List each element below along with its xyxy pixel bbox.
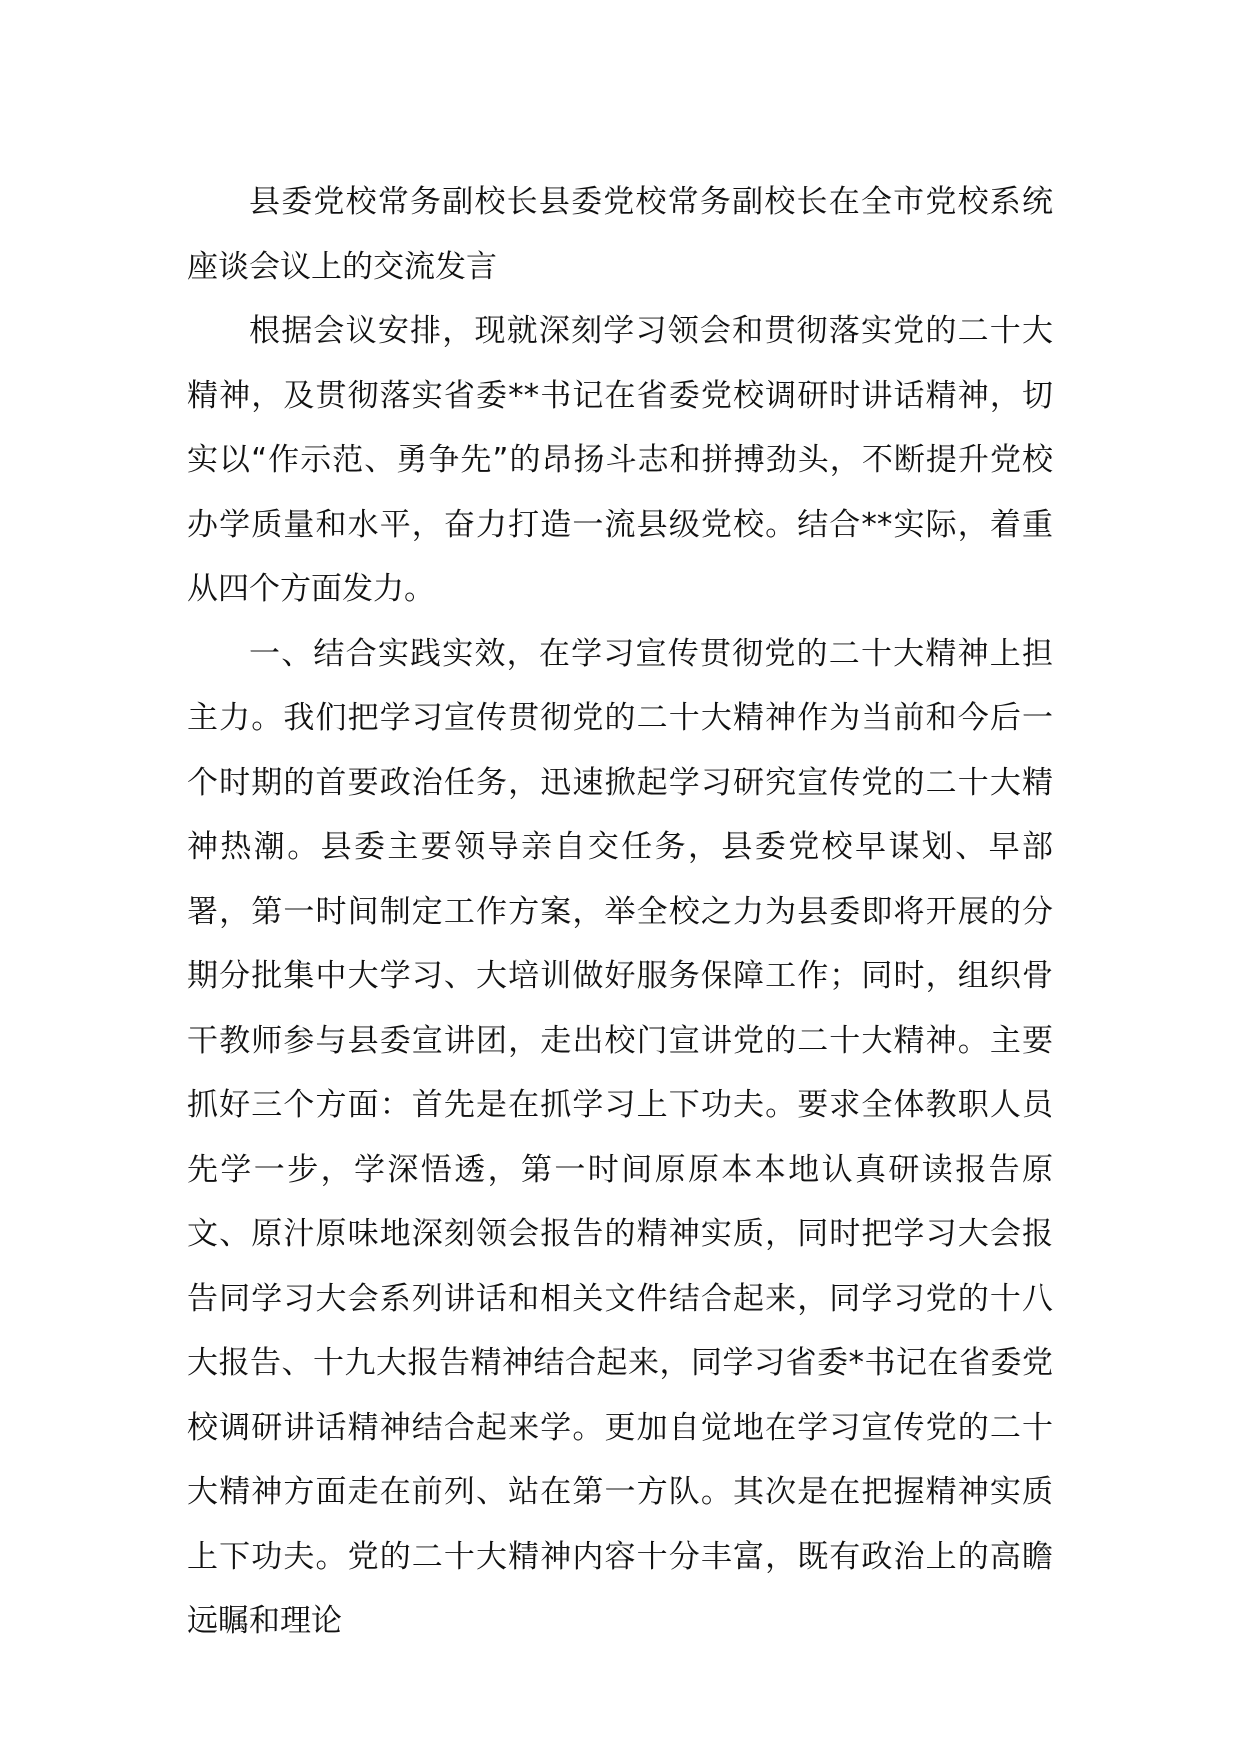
paragraph-section-one: 一、结合实践实效，在学习宣传贯彻党的二十大精神上担主力。我们把学习宣传贯彻党的二十大精神作为当前和今后一个时期的首要政治任务，迅速掀起学习研究宣传党的二十大精神热潮。县委主要领导亲自交任务，县委党校早谋划、早部署，第一时间制定工作方案，举全校之力为县委即将开展的分期分批集中大学习、大培训做好服务保障工作；同时，组织骨干教师参与县委宣讲团，走出校门宣讲党的二十大精神。主要抓好三个方面：首先是在抓学习上下功夫。要求全体教职人员先学一步，学深悟透，第一时间原原本本地认真研读报告原文、原汁原味地深刻领会报告的精神实质，同时把学习大会报告同学习大会系列讲话和相关文件结合起来，同学习党的十八大报告、十九大报告精神结合起来，同学习省委*书记在省委党校调研讲话精神结合起来学。更加自觉地在学习宣传党的二十大精神方面走在前列、站在第一方队。其次是在把握精神实质上下功夫。党的二十大精神内容十分丰富，既有政治上的高瞻远瞩和理论 (187, 635, 1053, 1639)
paragraph-intro: 根据会议安排，现就深刻学习领会和贯彻落实党的二十大精神，及贯彻落实省委**书记在省委党校调研时讲话精神，切实以“作示范、勇争先”的昂扬斗志和拼搏劲头，不断提升党校办学质量和水平，奋力打造一流县级党校。结合**实际，着重从四个方面发力。 (187, 313, 1053, 607)
document-body (187, 170, 1053, 1654)
document-title: 县委党校常务副校长县委党校常务副校长在全市党校系统座谈会议上的交流发言 (187, 184, 1053, 285)
